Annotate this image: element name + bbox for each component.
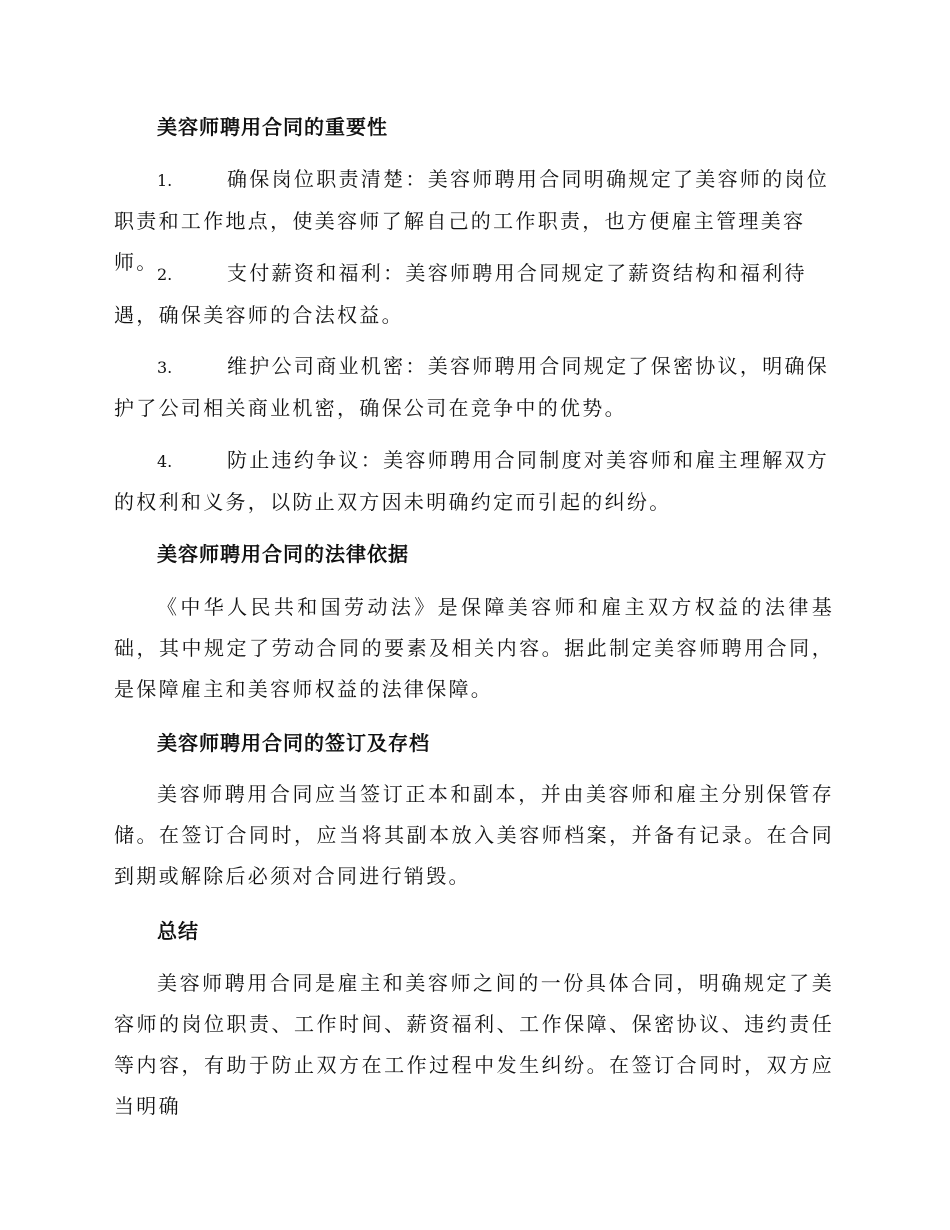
list-item-3 xyxy=(114,346,834,429)
heading-importance: 美容师聘用合同的重要性 xyxy=(157,115,388,139)
list-item-number: 1. xyxy=(157,171,173,190)
list-item-number: 4. xyxy=(157,452,173,471)
heading-signing: 美容师聘用合同的签订及存档 xyxy=(157,731,430,755)
list-item-text: 确保岗位职责清楚：美容师聘用合同明确规定了美容师的岗位职责和工作地点，使美容师了解自己的工作职责，也方便雇主管理美容师。 xyxy=(114,167,830,274)
list-item-text: 支付薪资和福利：美容师聘用合同规定了薪资结构和福利待遇，确保美容师的合法权益。 xyxy=(114,261,807,327)
paragraph-signing: 美容师聘用合同应当签订正本和副本，并由美容师和雇主分别保管存储。在签订合同时，应当将其副本放入美容师档案，并备有记录。在合同到期或解除后必须对合同进行销毁。 xyxy=(114,782,834,888)
heading-legal-basis: 美容师聘用合同的法律依据 xyxy=(157,542,409,566)
paragraph-legal-basis: 《中华人民共和国劳动法》是保障美容师和雇主双方权益的法律基础，其中规定了劳动合同的要素及相关内容。据此制定美容师聘用合同，是保障雇主和美容师权益的法律保障。 xyxy=(114,595,834,701)
list-item-number: 2. xyxy=(157,265,173,284)
paragraph-summary: 美容师聘用合同是雇主和美容师之间的一份具体合同，明确规定了美容师的岗位职责、工作时间、薪资福利、工作保障、保密协议、违约责任等内容，有助于防止双方在工作过程中发生纠纷。在签订合同时，双方应当明确 xyxy=(114,971,834,1118)
list-item-text: 维护公司商业机密：美容师聘用合同规定了保密协议，明确保护了公司相关商业机密，确保公司在竞争中的优势。 xyxy=(114,354,830,420)
heading-summary: 总结 xyxy=(157,919,199,943)
list-item-number: 3. xyxy=(157,358,173,377)
list-item-4 xyxy=(114,440,834,523)
list-item-2 xyxy=(114,253,834,336)
list-item-text: 防止违约争议：美容师聘用合同制度对美容师和雇主理解双方的权利和义务，以防止双方因未明确约定而引起的纠纷。 xyxy=(114,448,830,514)
